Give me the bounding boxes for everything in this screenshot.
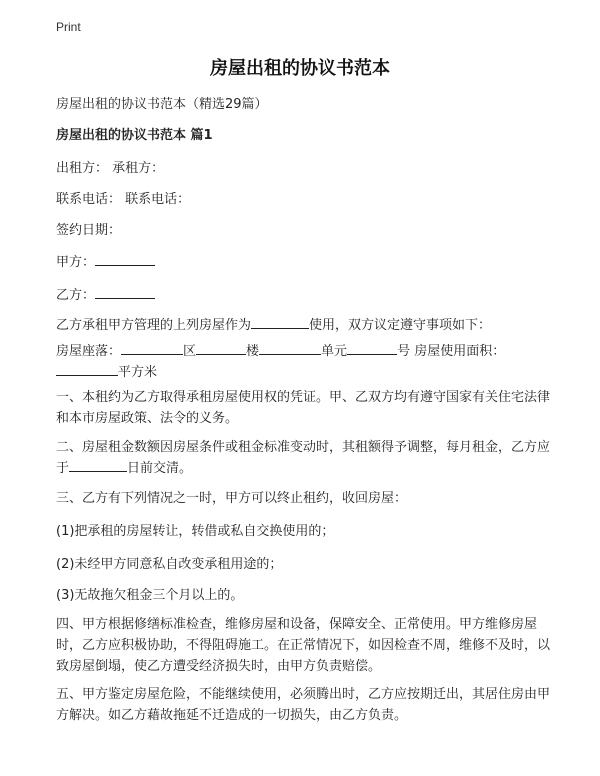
section-heading: 房屋出租的协议书范本 篇1	[56, 128, 213, 143]
number-label: 号 房屋使用面积：	[397, 344, 506, 359]
parties-line: 出租方： 承租方：	[56, 161, 165, 176]
document-title: 房屋出租的协议书范本	[210, 58, 390, 79]
usage-blank	[251, 316, 309, 329]
party-b-blank	[95, 286, 155, 299]
clause-2	[56, 437, 551, 479]
clause-3-item-3: (3)无故拖欠租金三个月以上的。	[56, 588, 244, 603]
clause-3-item-1: (1)把承租的房屋转让，转借或私自交换使用的；	[56, 524, 335, 539]
area-blank	[56, 363, 118, 376]
building-label: 楼	[246, 344, 260, 359]
usage-line	[56, 314, 491, 333]
location-blank	[121, 342, 183, 355]
clause-2-text: 二、房屋租金数额因房屋条件或租金标准变动时，其租额得予调整，每月租金，乙方应于	[56, 440, 551, 476]
building-blank	[259, 342, 321, 355]
location-label: 房屋座落：	[56, 344, 122, 359]
clause-3-item-2: (2)未经甲方同意私自改变承租用途的；	[56, 557, 283, 572]
usage-after: 使用，双方议定遵守事项如下：	[309, 318, 492, 333]
usage-before: 乙方承租甲方管理的上列房屋作为	[56, 318, 252, 333]
clause-2-tail: 日前交清。	[127, 461, 193, 476]
party-b-label: 乙方：	[56, 288, 96, 303]
unit-label: 单元	[321, 344, 348, 359]
party-b-line	[56, 284, 155, 303]
district-label: 区	[183, 344, 197, 359]
district-blank	[196, 342, 246, 355]
unit-blank	[347, 342, 397, 355]
document-subtitle: 房屋出租的协议书范本（精选29篇）	[56, 97, 268, 112]
location-paragraph	[56, 341, 551, 383]
sign-date-line: 签约日期：	[56, 223, 122, 238]
clause-5: 五、甲方鉴定房屋危险，不能继续使用，必须腾出时，乙方应按期迁出，其居住房由甲方解决。如乙方藉故拖延不迁造成的一切损失，由乙方负责。	[56, 687, 551, 723]
clause-4: 四、甲方根据修缮标准检查，维修房屋和设备，保障安全、正常使用。甲方维修房屋时，乙方应积极协助，不得阻碍施工。在正常情况下，如因检查不周，维修不及时，以致房屋倒塌，使乙方遭受经济损失时，由甲方负责赔偿。	[56, 617, 551, 674]
clause-2-blank	[69, 459, 127, 472]
party-a-line	[56, 251, 155, 270]
print-link[interactable]: Print	[56, 20, 81, 34]
clause-3: 三、乙方有下列情况之一时，甲方可以终止租约，收回房屋：	[56, 491, 408, 506]
party-a-blank	[95, 253, 155, 266]
party-a-label: 甲方：	[56, 255, 96, 270]
phones-line: 联系电话： 联系电话：	[56, 192, 191, 207]
sqm-label: 平方米	[118, 365, 158, 380]
clause-1: 一、本租约为乙方取得承租房屋使用权的凭证。甲、乙双方均有遵守国家有关住宅法律和本市房屋政策、法令的义务。	[56, 390, 551, 426]
